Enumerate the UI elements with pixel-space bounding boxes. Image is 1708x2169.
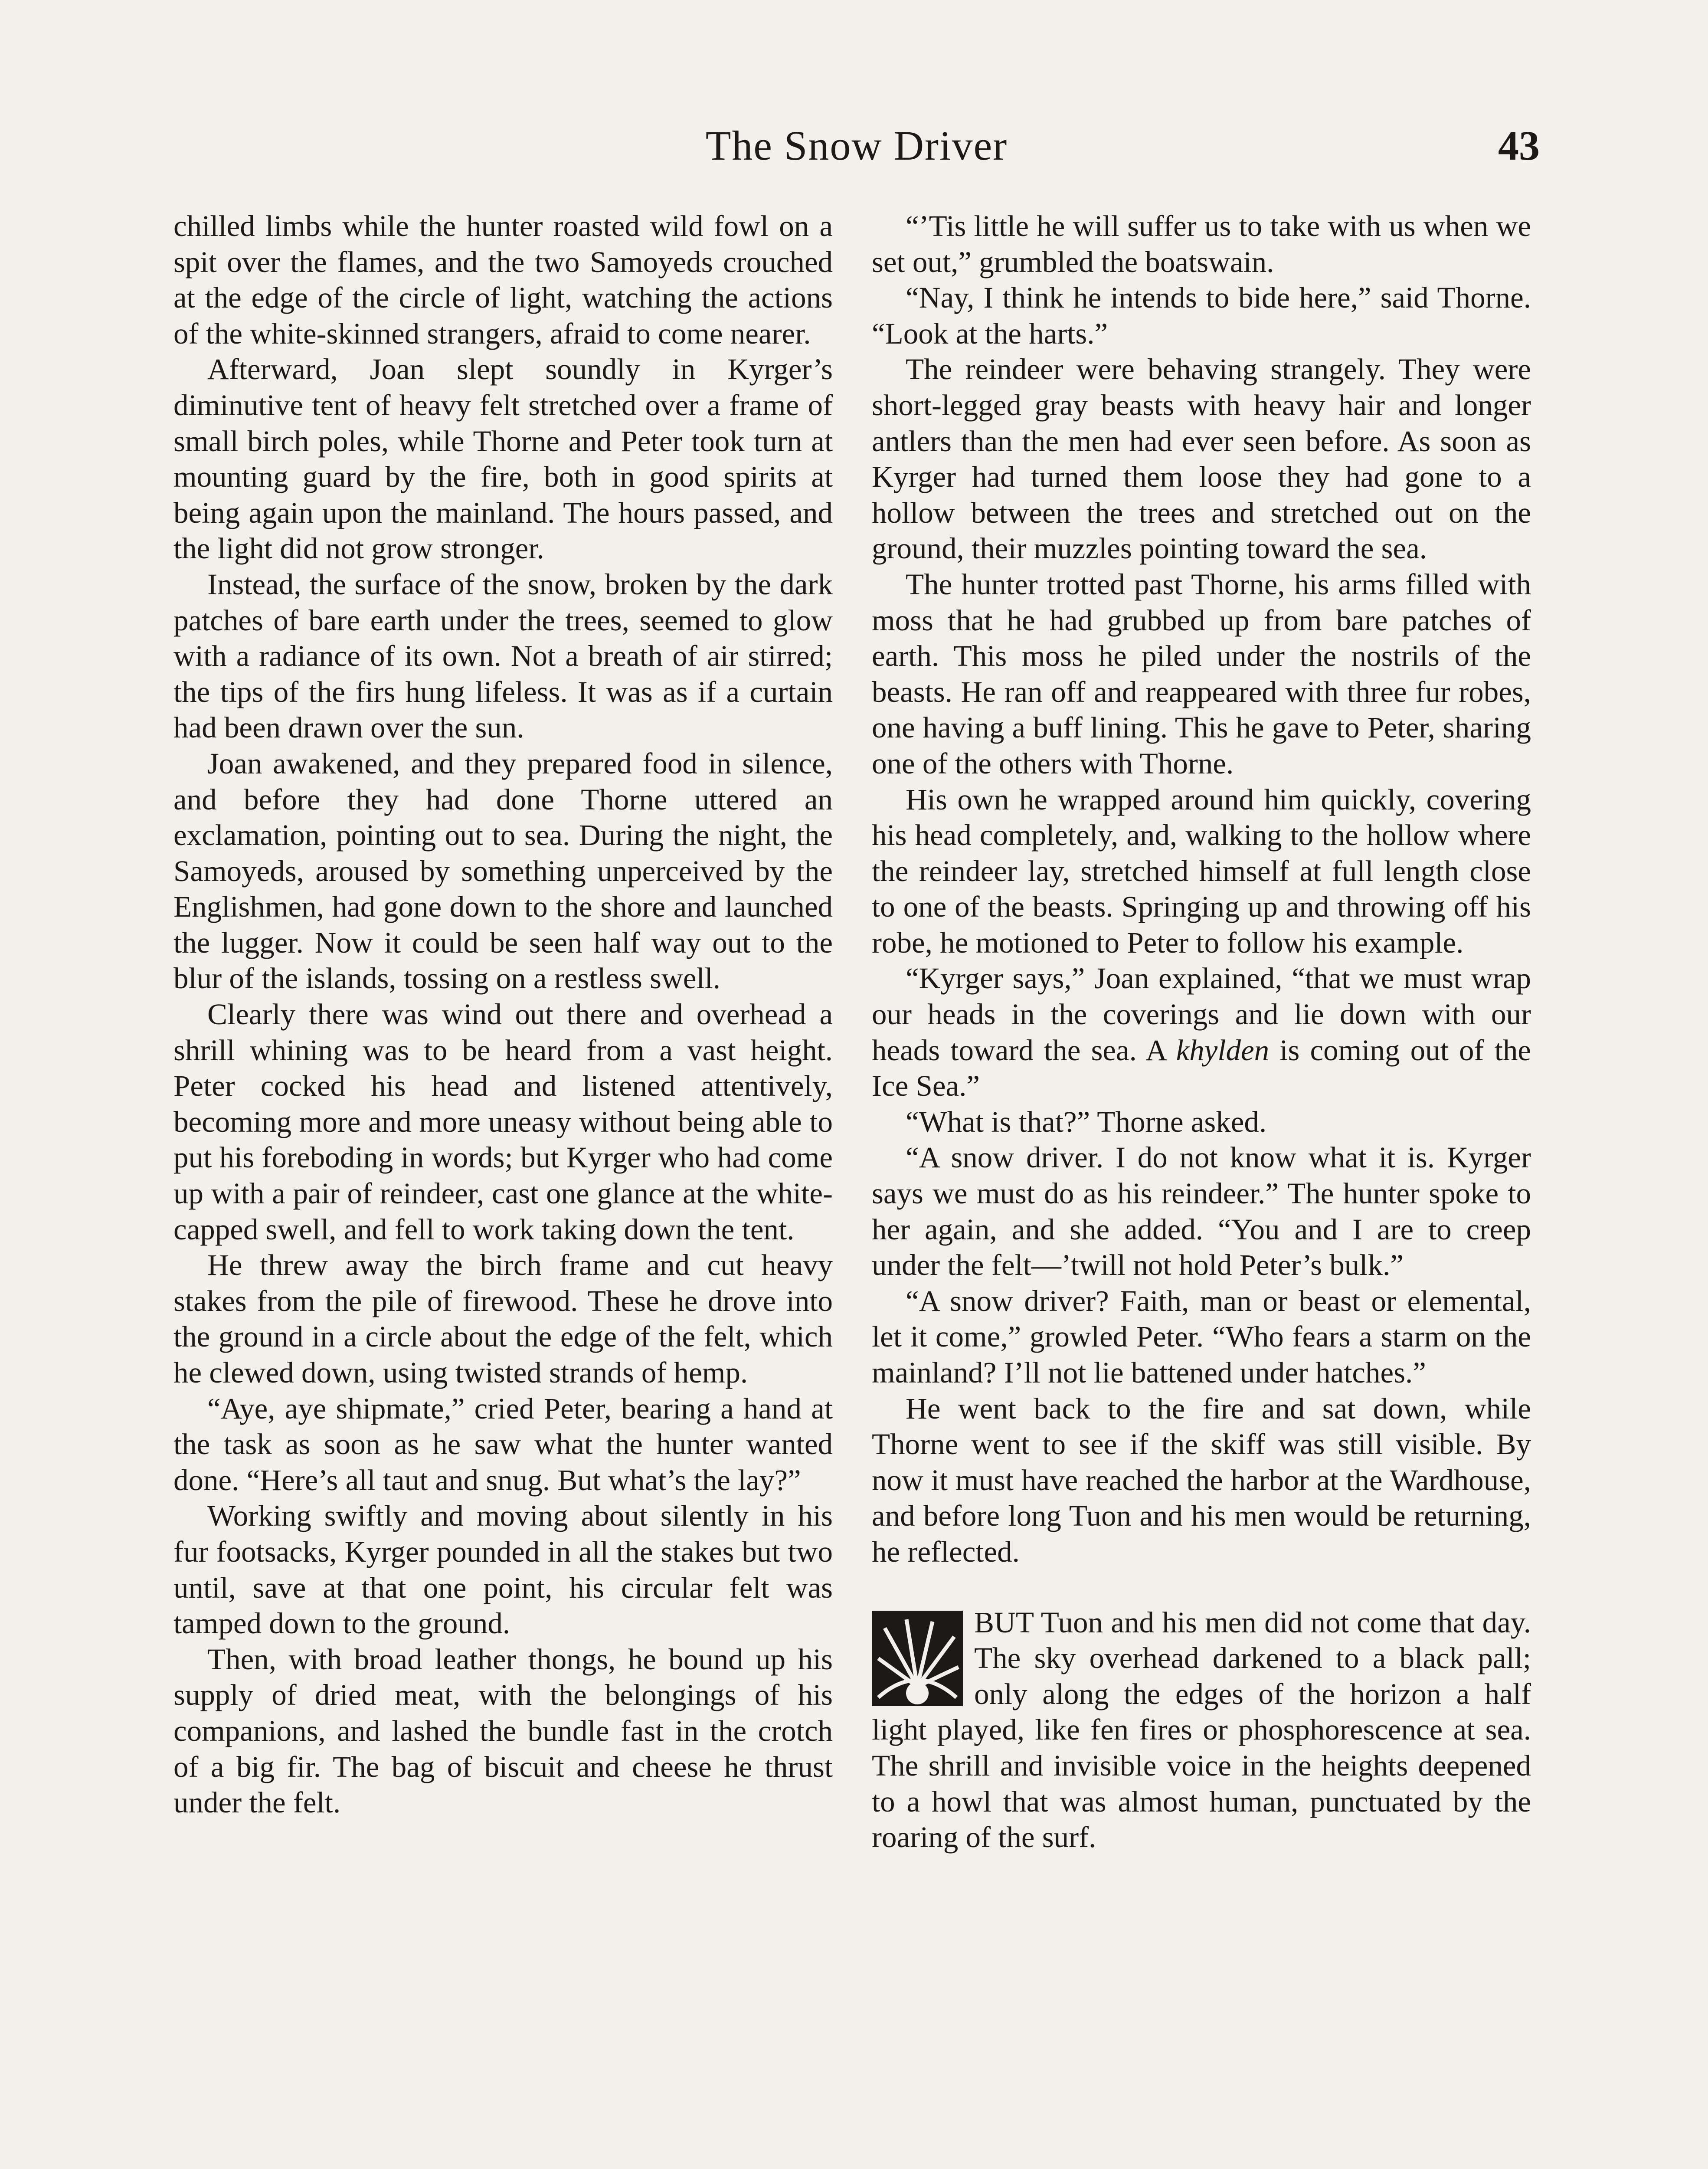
paragraph: Working swiftly and moving about silently in his fur footsacks, Kyrger pounded in all the stakes but two until, save at that one point, his circular felt was tamped down to the ground. [173,1499,833,1640]
paragraph: The reindeer were behaving strangely. They were short-legged gray beasts with heavy hair and longer antlers than the men had ever seen before. As soon as Kyrger had turned them loose they had gone to a hollow between the trees and stretched out on the ground, their muzzles pointing toward the sea. [872,353,1531,565]
paragraph: chilled limbs while the hunter roasted wild fowl on a spit over the flames, and the two Samoyeds crouched at the edge of the circle of light, watching the actions of the white-skinned strangers, afraid to come nearer. [173,210,833,350]
sunburst-ornament-icon [872,1611,963,1706]
paragraph: His own he wrapped around him quickly, covering his head completely, and, walking to the hollow where the reindeer lay, stretched himself at full length close to one of the beasts. Springing up and throwing off his robe, he motioned to Peter to follow his example. [872,783,1531,959]
italic-term: khylden [1176,1033,1270,1067]
paragraph: “’Tis little he will suffer us to take with us when we set out,” grumbled the boatswain. [872,210,1531,278]
paragraph: “Nay, I think he intends to bide here,” said Thorne. “Look at the harts.” [872,281,1531,350]
right-column [872,208,1531,1855]
paragraph: He threw away the birch frame and cut heavy stakes from the pile of firewood. These he drove into the ground in a circle about the edge of the felt, which he clewed down, using twisted strands of hemp. [173,1248,833,1389]
paragraph: “Aye, aye shipmate,” cried Peter, bearing a hand at the task as soon as he saw what the hunter wanted done. “Here’s all taut and snug. But what’s the lay?” [173,1392,833,1497]
paragraph: Clearly there was wind out there and overhead a shrill whining was to be heard from a vast height. Peter cocked his head and listened attentively, becoming more and more uneasy without being able to put his foreboding in words; but Kyrger who had come up with a pair of reindeer, cast one glance at the white-capped swell, and fell to work taking down the tent. [173,998,833,1246]
paragraph: Then, with broad leather thongs, he bound up his supply of dried meat, with the belongings of his companions, and lashed the bundle fast in the crotch of a big fir. The bag of biscuit and cheese he thrust under the felt. [173,1642,833,1819]
paragraph: The hunter trotted past Thorne, his arms filled with moss that he had grubbed up from bare patches of earth. This moss he piled under the nostrils of the beasts. He ran off and reappeared with three fur robes, one having a buff lining. This he gave to Peter, sharing one of the others with Thorne. [872,567,1531,780]
running-title: The Snow Driver [705,122,1008,169]
paragraph-text: BUT Tuon and his men did not come that day. The sky overhead darkened to a black pall; only along the edges of the horizon a half light played, like fen fires or phosphorescence at sea. The shrill and invisible voice in the heights deepened to a howl that was almost human, punctuated by the roaring of the surf. [872,1605,1531,1854]
paragraph: “A snow driver? Faith, man or beast or elemental, let it come,” growled Peter. “Who fears a starm on the mainland? I’ll not lie battened under hatches.” [872,1284,1531,1389]
page-number: 43 [1498,122,1540,169]
running-header [173,117,1540,178]
paragraph: Instead, the surface of the snow, broken by the dark patches of bare earth under the trees, seemed to glow with a radiance of its own. Not a breath of air stirred; the tips of the firs hung lifeless. It was as if a curtain had been drawn over the sun. [173,567,833,744]
paragraph: He went back to the fire and sat down, while Thorne went to see if the skiff was still visible. By now it must have reached the harbor at the Wardhouse, and before long Tuon and his men would be returning, he reflected. [872,1392,1531,1568]
left-column [173,208,833,1821]
paragraph: Afterward, Joan slept soundly in Kyrger’s diminutive tent of heavy felt stretched over a frame of small birch poles, while Thorne and Peter took turn at mounting guard by the fire, both in good spirits at being again upon the mainland. The hours passed, and the light did not grow stronger. [173,353,833,565]
paragraph: “Kyrger says,” Joan explained, “that we must wrap our heads in the coverings and lie down with our heads toward the sea. A khylden is coming out of the Ice Sea.” [872,962,1531,1103]
paragraph: “A snow driver. I do not know what it is. Kyrger says we must do as his reindeer.” The hunter spoke to her again, and she added. “You and I are to creep under the felt—’twill not hold Peter’s bulk.” [872,1141,1531,1282]
paragraph: Joan awakened, and they prepared food in silence, and before they had done Thorne uttered an exclamation, pointing out to sea. During the night, the Samoyeds, aroused by something unperceived by the Englishmen, had gone down to the shore and launched the lugger. Now it could be seen half way out to the blur of the islands, tossing on a restless swell. [173,747,833,995]
paragraph: “What is that?” Thorne asked. [906,1105,1267,1138]
section-opening-paragraph [872,1605,1531,1855]
